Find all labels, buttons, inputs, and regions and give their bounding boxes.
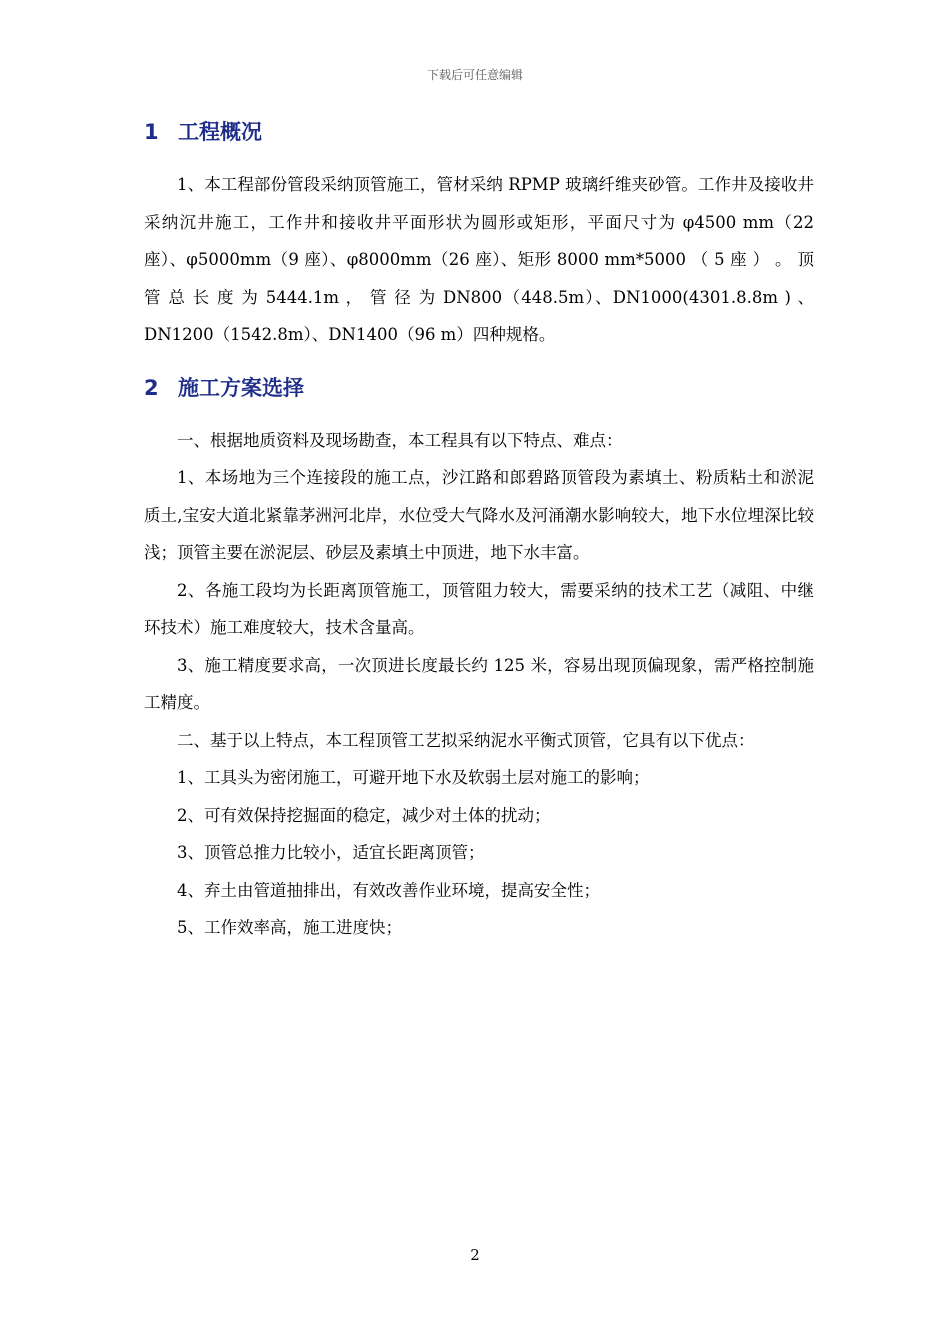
section-2-paragraph: 3、施工精度要求高，一次顶进长度最长约 125 米，容易出现顶偏现象，需严格控制施工精度。 [144, 655, 814, 712]
section-2-list-item: 2、可有效保持挖掘面的稳定，减少对土体的扰动； [177, 805, 551, 825]
section-1-heading [144, 112, 814, 152]
section-2-list-item: 5、工作效率高，施工进度快； [177, 918, 402, 937]
section-2-paragraph: 二、基于以上特点，本工程顶管工艺拟采纳泥水平衡式顶管，它具有以下优点： [177, 730, 755, 750]
section-2-paragraph: 1、本场地为三个连接段的施工点，沙江路和郎碧路顶管段为素填土、粉质粘土和淤泥质土,宝安大道北紧靠茅洲河北岸，水位受大气降水及河涌潮水影响较大，地下水位埋深比较浅；顶管主要在淤泥层、砂层及素填土中顶进，地下水丰富。 [144, 468, 814, 562]
section-2-list-item: 1、工具头为密闭施工，可避开地下水及软弱土层对施工的影响； [177, 768, 650, 787]
header-note: 下载后可任意编辑 [426, 68, 523, 82]
section-2-heading [144, 368, 814, 408]
section-1-paragraph: 1、本工程部份管段采纳顶管施工，管材采纳 RPMP 玻璃纤维夹砂管。工作井及接收井采纳沉井施工，工作井和接收井平面形状为圆形或矩形，平面尺寸为 φ4500 mm（22 座）、φ5000mm（9 座）、φ8000mm（26 座）、矩形 8000 mm*5000 （ 5 座 ） 。 顶 管 总 长 度 为 5444.1m ， 管 径 为 DN800（448.5m）、DN1000(4301.8.8m ) 、DN1200（1542.8m）、DN1400（96 m）四种规格。 [144, 175, 814, 344]
page-content [144, 112, 814, 947]
section-2-number: 2 [144, 375, 159, 400]
section-1-number: 1 [144, 120, 159, 144]
section-2-list-item: 4、弃土由管道抽排出，有效改善作业环境，提高安全性； [177, 880, 600, 900]
page-number: 2 [470, 1246, 480, 1264]
section-2-list-item: 3、顶管总推力比较小，适宜长距离顶管； [177, 843, 485, 862]
section-2-title: 施工方案选择 [178, 375, 304, 400]
section-2-paragraph: 2、各施工段均为长距离顶管施工，顶管阻力较大，需要采纳的技术工艺（减阻、中继环技术）施工难度较大，技术含量高。 [144, 580, 814, 637]
section-1-title: 工程概况 [178, 120, 262, 144]
section-2-paragraph: 一、根据地质资料及现场勘查，本工程具有以下特点、难点： [177, 430, 623, 450]
